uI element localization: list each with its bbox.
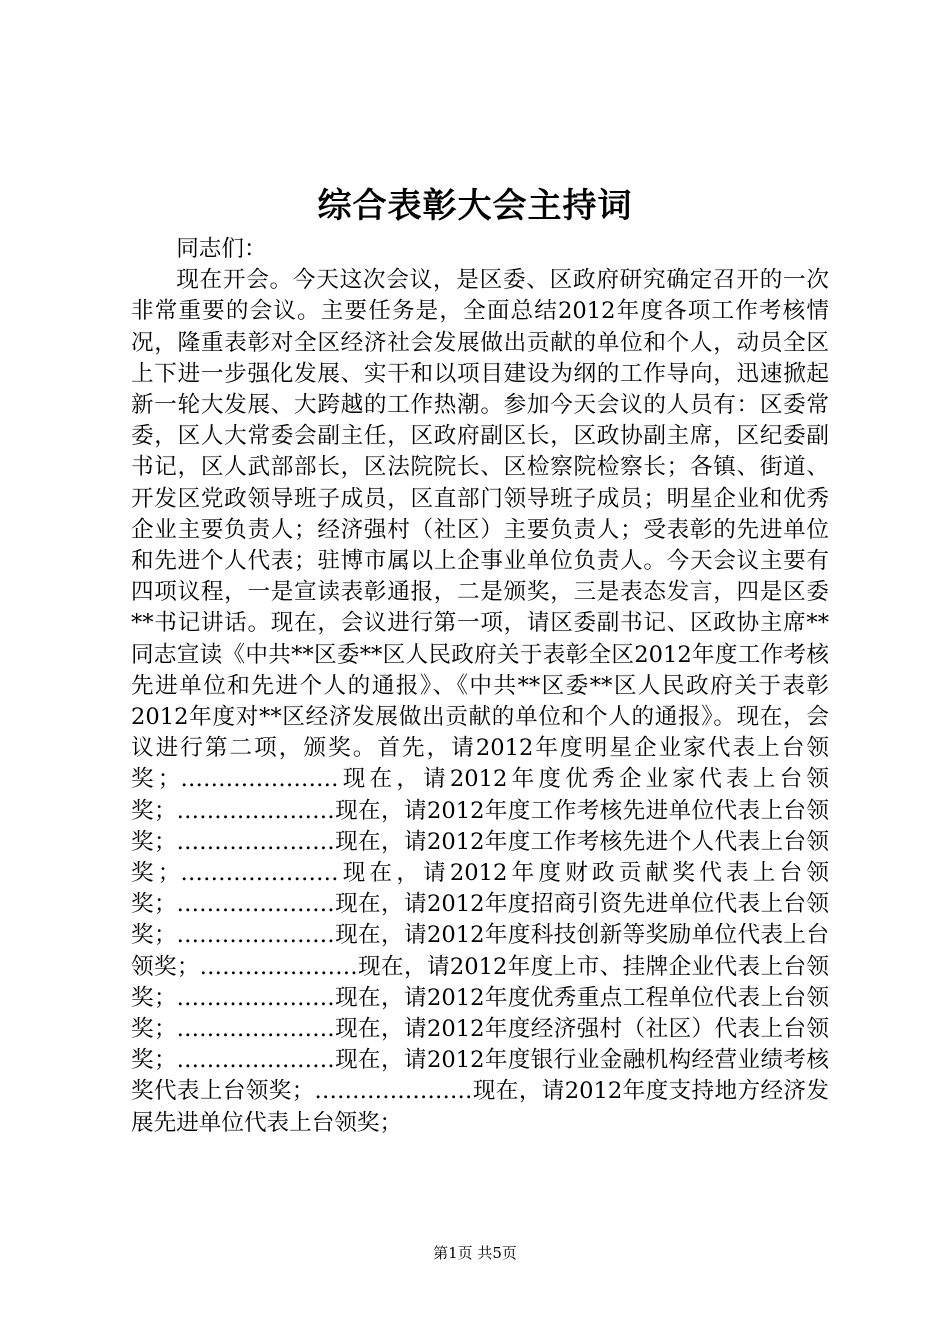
document-body [131,234,829,1139]
page-number: 第1页 共5页 [433,1244,517,1262]
document-title: 综合表彰大会主持词 [317,186,633,226]
body-paragraph: 现在开会。今天这次会议，是区委、区政府研究确定召开的一次非常重要的会议。主要任务是，全面总结2012年度各项工作考核情况，隆重表彰对全区经济社会发展做出贡献的单位和个人，动员全区上下进一步强化发展、实干和以项目建设为纲的工作导向，迅速掀起新一轮大发展、大跨越的工作热潮。参加今天会议的人员有：区委常委，区人大常委会副主任，区政府副区长，区政协副主席，区纪委副书记，区人武部部长，区法院院长、区检察院检察长；各镇、街道、开发区党政领导班子成员，区直部门领导班子成员；明星企业和优秀企业主要负责人；经济强村（社区）主要负责人；受表彰的先进单位和先进个人代表；驻博市属以上企事业单位负责人。今天会议主要有四项议程，一是宣读表彰通报，二是颁奖，三是表态发言，四是区委**书记讲话。现在，会议进行第一项，请区委副书记、区政协主席**同志宣读《中共**区委**区人民政府关于表彰全区2012年度工作考核先进单位和先进个人的通报》、《中共**区委**区人民政府关于表彰2012年度对**区经济发展做出贡献的单位和个人的通报》。现在，会议进行第二项，颁奖。首先，请2012年度明星企业家代表上台领奖；…………………现在，请2012年度优秀企业家代表上台领奖；…………………现在，请2012年度工作考核先进单位代表上台领奖；…………………现在，请2012年度工作考核先进个人代表上台领奖；…………………现在，请2012年度财政贡献奖代表上台领奖；…………………现在，请2012年度招商引资先进单位代表上台领奖；…………………现在，请2012年度科技创新等奖励单位代表上台领奖；…………………现在，请2012年度上市、挂牌企业代表上台领奖；…………………现在，请2012年度优秀重点工程单位代表上台领奖；…………………现在，请2012年度经济强村（社区）代表上台领奖；…………………现在，请2012年度银行业金融机构经营业绩考核奖代表上台领奖；…………………现在，请2012年度支持地方经济发展先进单位代表上台领奖； [131,267,829,1136]
salutation: 同志们： [176,236,267,262]
